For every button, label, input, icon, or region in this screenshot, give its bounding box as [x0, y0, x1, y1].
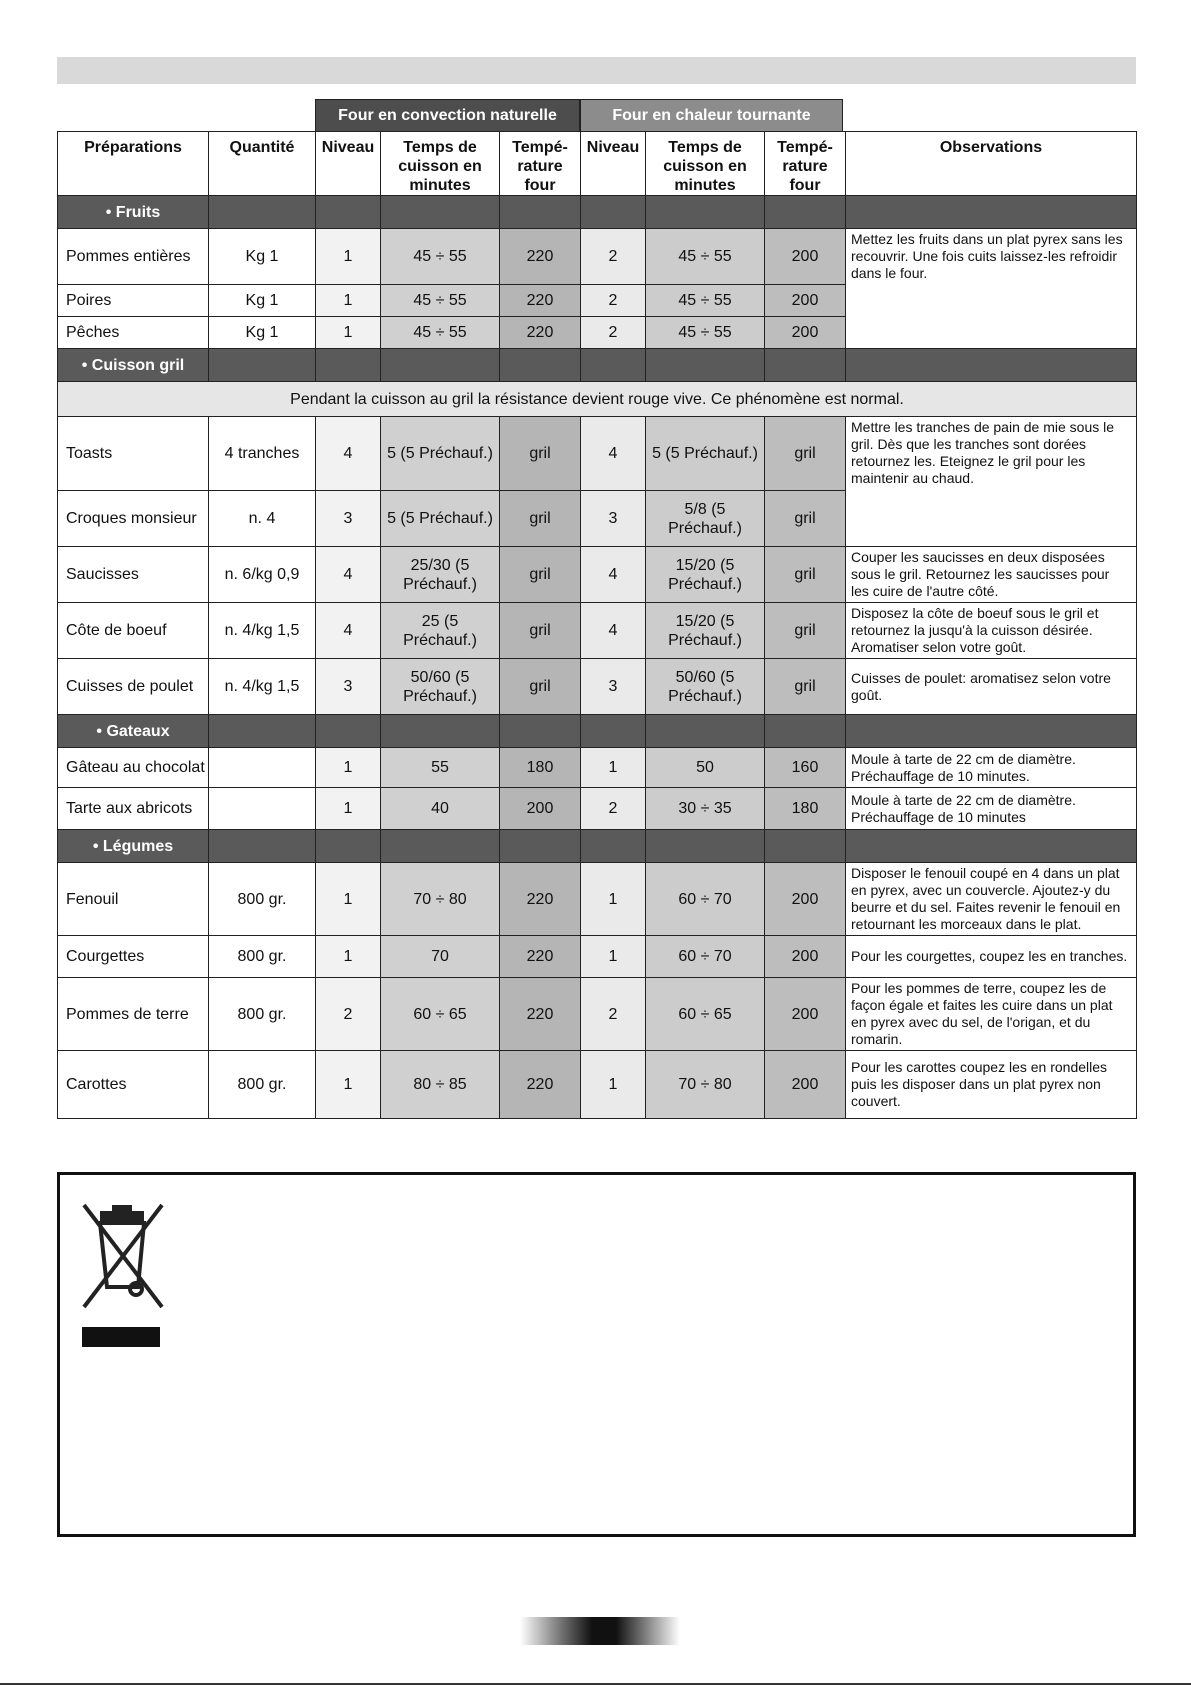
table-row — [58, 1051, 1137, 1119]
column-header-row — [58, 132, 1137, 196]
section-header-cell — [646, 196, 765, 229]
temps-tournante-cell: 60 ÷ 70 — [646, 863, 765, 936]
niveau-tournante-cell: 2 — [581, 317, 646, 349]
temps-convection-cell: 70 ÷ 80 — [381, 863, 500, 936]
preparation-cell: Cuisses de poulet — [58, 659, 209, 715]
temperature-tournante-cell: gril — [765, 547, 846, 603]
niveau-tournante-cell: 4 — [581, 547, 646, 603]
section-header-cell — [581, 830, 646, 863]
temperature-convection-cell: 220 — [500, 936, 581, 978]
col-header-temperature-2: Tempé-rature four — [765, 132, 846, 196]
niveau-tournante-cell: 4 — [581, 417, 646, 491]
section-header-row — [58, 196, 1137, 229]
section-title: • Cuisson gril — [58, 349, 209, 382]
temperature-tournante-cell: 180 — [765, 788, 846, 830]
preparation-cell: Courgettes — [58, 936, 209, 978]
table-row — [58, 788, 1137, 830]
section-header-cell — [846, 196, 1137, 229]
niveau-convection-cell: 2 — [316, 978, 381, 1051]
weee-notice-box — [57, 1172, 1136, 1537]
niveau-convection-cell: 1 — [316, 788, 381, 830]
section-header-cell — [846, 830, 1137, 863]
quantity-cell: Kg 1 — [209, 285, 316, 317]
niveau-convection-cell: 4 — [316, 547, 381, 603]
observation-cell: Pour les carottes coupez les en rondelles puis les disposer dans un plat pyrex non couvert. — [846, 1051, 1137, 1119]
temperature-convection-cell: 220 — [500, 317, 581, 349]
group-header-convection: Four en convection naturelle — [315, 99, 580, 131]
temps-convection-cell: 45 ÷ 55 — [381, 317, 500, 349]
section-header-cell — [500, 349, 581, 382]
temps-tournante-cell: 45 ÷ 55 — [646, 229, 765, 285]
weee-black-bar — [82, 1327, 160, 1347]
col-header-observations: Observations — [846, 132, 1137, 196]
preparation-cell: Fenouil — [58, 863, 209, 936]
temperature-convection-cell: gril — [500, 659, 581, 715]
temperature-convection-cell: 220 — [500, 863, 581, 936]
preparation-cell: Gâteau au chocolat — [58, 748, 209, 788]
section-title: • Gateaux — [58, 715, 209, 748]
observation-cell: Moule à tarte de 22 cm de diamètre. Préchauffage de 10 minutes. — [846, 748, 1137, 788]
section-header-cell — [500, 715, 581, 748]
niveau-tournante-cell: 1 — [581, 863, 646, 936]
col-header-temps-2: Temps de cuisson en minutes — [646, 132, 765, 196]
temperature-tournante-cell: 200 — [765, 285, 846, 317]
niveau-convection-cell: 1 — [316, 936, 381, 978]
niveau-convection-cell: 1 — [316, 1051, 381, 1119]
temperature-tournante-cell: 200 — [765, 978, 846, 1051]
preparation-cell: Pommes de terre — [58, 978, 209, 1051]
temps-tournante-cell: 60 ÷ 65 — [646, 978, 765, 1051]
temperature-convection-cell: 220 — [500, 1051, 581, 1119]
observation-cell: Mettez les fruits dans un plat pyrex sans les recouvrir. Une fois cuits laissez-les refroidir dans le four. — [846, 229, 1137, 349]
section-header-cell — [581, 196, 646, 229]
temps-tournante-cell: 15/20 (5 Préchauf.) — [646, 547, 765, 603]
section-title: • Légumes — [58, 830, 209, 863]
table-row — [58, 863, 1137, 936]
grill-note: Pendant la cuisson au gril la résistance devient rouge vive. Ce phénomène est normal. — [58, 382, 1137, 417]
temperature-convection-cell: gril — [500, 603, 581, 659]
temperature-tournante-cell: 200 — [765, 936, 846, 978]
temperature-convection-cell: gril — [500, 417, 581, 491]
temperature-convection-cell: gril — [500, 547, 581, 603]
section-header-cell — [316, 349, 381, 382]
table-row — [58, 978, 1137, 1051]
quantity-cell: Kg 1 — [209, 317, 316, 349]
section-header-cell — [316, 715, 381, 748]
temps-convection-cell: 25/30 (5 Préchauf.) — [381, 547, 500, 603]
temperature-tournante-cell: 200 — [765, 863, 846, 936]
quantity-cell — [209, 748, 316, 788]
temps-convection-cell: 50/60 (5 Préchauf.) — [381, 659, 500, 715]
table-row — [58, 659, 1137, 715]
table-row — [58, 417, 1137, 491]
col-header-temperature-1: Tempé-rature four — [500, 132, 581, 196]
temps-convection-cell: 45 ÷ 55 — [381, 285, 500, 317]
niveau-tournante-cell: 3 — [581, 491, 646, 547]
quantity-cell: n. 6/kg 0,9 — [209, 547, 316, 603]
observation-cell: Pour les pommes de terre, coupez les de façon égale et faites les cuire dans un plat en pyrex avec du sel, de l'origan, et du romarin. — [846, 978, 1137, 1051]
niveau-tournante-cell: 3 — [581, 659, 646, 715]
observation-cell: Cuisses de poulet: aromatisez selon votre goût. — [846, 659, 1137, 715]
temps-tournante-cell: 30 ÷ 35 — [646, 788, 765, 830]
niveau-tournante-cell: 4 — [581, 603, 646, 659]
niveau-tournante-cell: 1 — [581, 936, 646, 978]
preparation-cell: Toasts — [58, 417, 209, 491]
temperature-tournante-cell: 160 — [765, 748, 846, 788]
observation-cell: Moule à tarte de 22 cm de diamètre. Préchauffage de 10 minutes — [846, 788, 1137, 830]
section-header-row — [58, 715, 1137, 748]
niveau-convection-cell: 3 — [316, 491, 381, 547]
temperature-convection-cell: 200 — [500, 788, 581, 830]
table-row — [58, 229, 1137, 285]
section-header-cell — [209, 715, 316, 748]
section-header-cell — [500, 830, 581, 863]
section-header-cell — [381, 349, 500, 382]
niveau-tournante-cell: 2 — [581, 229, 646, 285]
observation-cell: Disposez la côte de boeuf sous le gril et retournez la jusqu'à la cuisson désirée. Aromatiser selon votre goût. — [846, 603, 1137, 659]
preparation-cell: Croques monsieur — [58, 491, 209, 547]
temps-convection-cell: 40 — [381, 788, 500, 830]
quantity-cell: 800 gr. — [209, 1051, 316, 1119]
table-row — [58, 936, 1137, 978]
preparation-cell: Carottes — [58, 1051, 209, 1119]
temps-convection-cell: 45 ÷ 55 — [381, 229, 500, 285]
quantity-cell: 800 gr. — [209, 936, 316, 978]
section-header-row — [58, 349, 1137, 382]
niveau-convection-cell: 1 — [316, 229, 381, 285]
section-header-cell — [765, 349, 846, 382]
quantity-cell: 4 tranches — [209, 417, 316, 491]
col-header-niveau-2: Niveau — [581, 132, 646, 196]
preparation-cell: Pommes entières — [58, 229, 209, 285]
section-header-cell — [209, 349, 316, 382]
section-header-row — [58, 830, 1137, 863]
preparation-cell: Côte de boeuf — [58, 603, 209, 659]
section-header-cell — [646, 349, 765, 382]
top-banner — [57, 57, 1136, 84]
niveau-convection-cell: 1 — [316, 748, 381, 788]
temperature-tournante-cell: gril — [765, 491, 846, 547]
crossed-out-wheelie-bin-icon — [74, 1195, 170, 1313]
temperature-convection-cell: 180 — [500, 748, 581, 788]
grill-note-row — [58, 382, 1137, 417]
section-header-cell — [765, 196, 846, 229]
group-header-chaleur-tournante: Four en chaleur tournante — [580, 99, 843, 131]
temperature-tournante-cell: 200 — [765, 1051, 846, 1119]
col-header-quantite: Quantité — [209, 132, 316, 196]
quantity-cell: n. 4/kg 1,5 — [209, 603, 316, 659]
page-number-gradient-bar — [520, 1617, 680, 1645]
section-header-cell — [646, 830, 765, 863]
temperature-tournante-cell: 200 — [765, 229, 846, 285]
niveau-convection-cell: 1 — [316, 863, 381, 936]
section-header-cell — [381, 715, 500, 748]
temps-tournante-cell: 5 (5 Préchauf.) — [646, 417, 765, 491]
quantity-cell: n. 4/kg 1,5 — [209, 659, 316, 715]
section-title: • Fruits — [58, 196, 209, 229]
niveau-convection-cell: 3 — [316, 659, 381, 715]
temps-convection-cell: 80 ÷ 85 — [381, 1051, 500, 1119]
temps-tournante-cell: 60 ÷ 70 — [646, 936, 765, 978]
temperature-convection-cell: gril — [500, 491, 581, 547]
temperature-convection-cell: 220 — [500, 285, 581, 317]
preparation-cell: Pêches — [58, 317, 209, 349]
section-header-cell — [209, 196, 316, 229]
temps-convection-cell: 5 (5 Préchauf.) — [381, 491, 500, 547]
temperature-tournante-cell: gril — [765, 603, 846, 659]
section-header-cell — [581, 349, 646, 382]
observation-cell: Pour les courgettes, coupez les en tranches. — [846, 936, 1137, 978]
observation-cell: Couper les saucisses en deux disposées sous le gril. Retournez les saucisses pour les cuire de l'autre côté. — [846, 547, 1137, 603]
temps-convection-cell: 5 (5 Préchauf.) — [381, 417, 500, 491]
niveau-convection-cell: 1 — [316, 285, 381, 317]
temperature-convection-cell: 220 — [500, 978, 581, 1051]
observation-cell: Mettre les tranches de pain de mie sous le gril. Dès que les tranches sont dorées retournez les. Eteignez le gril pour les maintenir au chaud. — [846, 417, 1137, 547]
observation-cell: Disposer le fenouil coupé en 4 dans un plat en pyrex, avec un couvercle. Ajoutez-y du beurre et du sel. Faites revenir le fenouil en retournant les morceaux dans le plat. — [846, 863, 1137, 936]
temps-tournante-cell: 45 ÷ 55 — [646, 285, 765, 317]
temperature-convection-cell: 220 — [500, 229, 581, 285]
quantity-cell: n. 4 — [209, 491, 316, 547]
temperature-tournante-cell: gril — [765, 659, 846, 715]
section-header-cell — [646, 715, 765, 748]
niveau-tournante-cell: 2 — [581, 788, 646, 830]
section-header-cell — [765, 715, 846, 748]
section-header-cell — [500, 196, 581, 229]
section-header-cell — [209, 830, 316, 863]
section-header-cell — [581, 715, 646, 748]
temps-tournante-cell: 5/8 (5 Préchauf.) — [646, 491, 765, 547]
temps-tournante-cell: 15/20 (5 Préchauf.) — [646, 603, 765, 659]
niveau-convection-cell: 1 — [316, 317, 381, 349]
niveau-tournante-cell: 2 — [581, 285, 646, 317]
quantity-cell: 800 gr. — [209, 978, 316, 1051]
temps-tournante-cell: 50/60 (5 Préchauf.) — [646, 659, 765, 715]
temps-tournante-cell: 45 ÷ 55 — [646, 317, 765, 349]
temps-convection-cell: 70 — [381, 936, 500, 978]
cooking-table — [57, 131, 1137, 1119]
section-header-cell — [846, 349, 1137, 382]
col-header-preparations: Préparations — [58, 132, 209, 196]
temps-tournante-cell: 70 ÷ 80 — [646, 1051, 765, 1119]
table-row — [58, 547, 1137, 603]
niveau-tournante-cell: 1 — [581, 1051, 646, 1119]
niveau-convection-cell: 4 — [316, 603, 381, 659]
quantity-cell: 800 gr. — [209, 863, 316, 936]
section-header-cell — [846, 715, 1137, 748]
temperature-tournante-cell: gril — [765, 417, 846, 491]
temps-convection-cell: 25 (5 Préchauf.) — [381, 603, 500, 659]
section-header-cell — [381, 196, 500, 229]
section-header-cell — [316, 830, 381, 863]
niveau-tournante-cell: 1 — [581, 748, 646, 788]
niveau-tournante-cell: 2 — [581, 978, 646, 1051]
section-header-cell — [316, 196, 381, 229]
table-row — [58, 603, 1137, 659]
col-header-niveau-1: Niveau — [316, 132, 381, 196]
preparation-cell: Saucisses — [58, 547, 209, 603]
preparation-cell: Tarte aux abricots — [58, 788, 209, 830]
col-header-temps-1: Temps de cuisson en minutes — [381, 132, 500, 196]
table-row — [58, 748, 1137, 788]
niveau-convection-cell: 4 — [316, 417, 381, 491]
section-header-cell — [381, 830, 500, 863]
temps-convection-cell: 55 — [381, 748, 500, 788]
temperature-tournante-cell: 200 — [765, 317, 846, 349]
preparation-cell: Poires — [58, 285, 209, 317]
temps-tournante-cell: 50 — [646, 748, 765, 788]
quantity-cell: Kg 1 — [209, 229, 316, 285]
quantity-cell — [209, 788, 316, 830]
section-header-cell — [765, 830, 846, 863]
temps-convection-cell: 60 ÷ 65 — [381, 978, 500, 1051]
